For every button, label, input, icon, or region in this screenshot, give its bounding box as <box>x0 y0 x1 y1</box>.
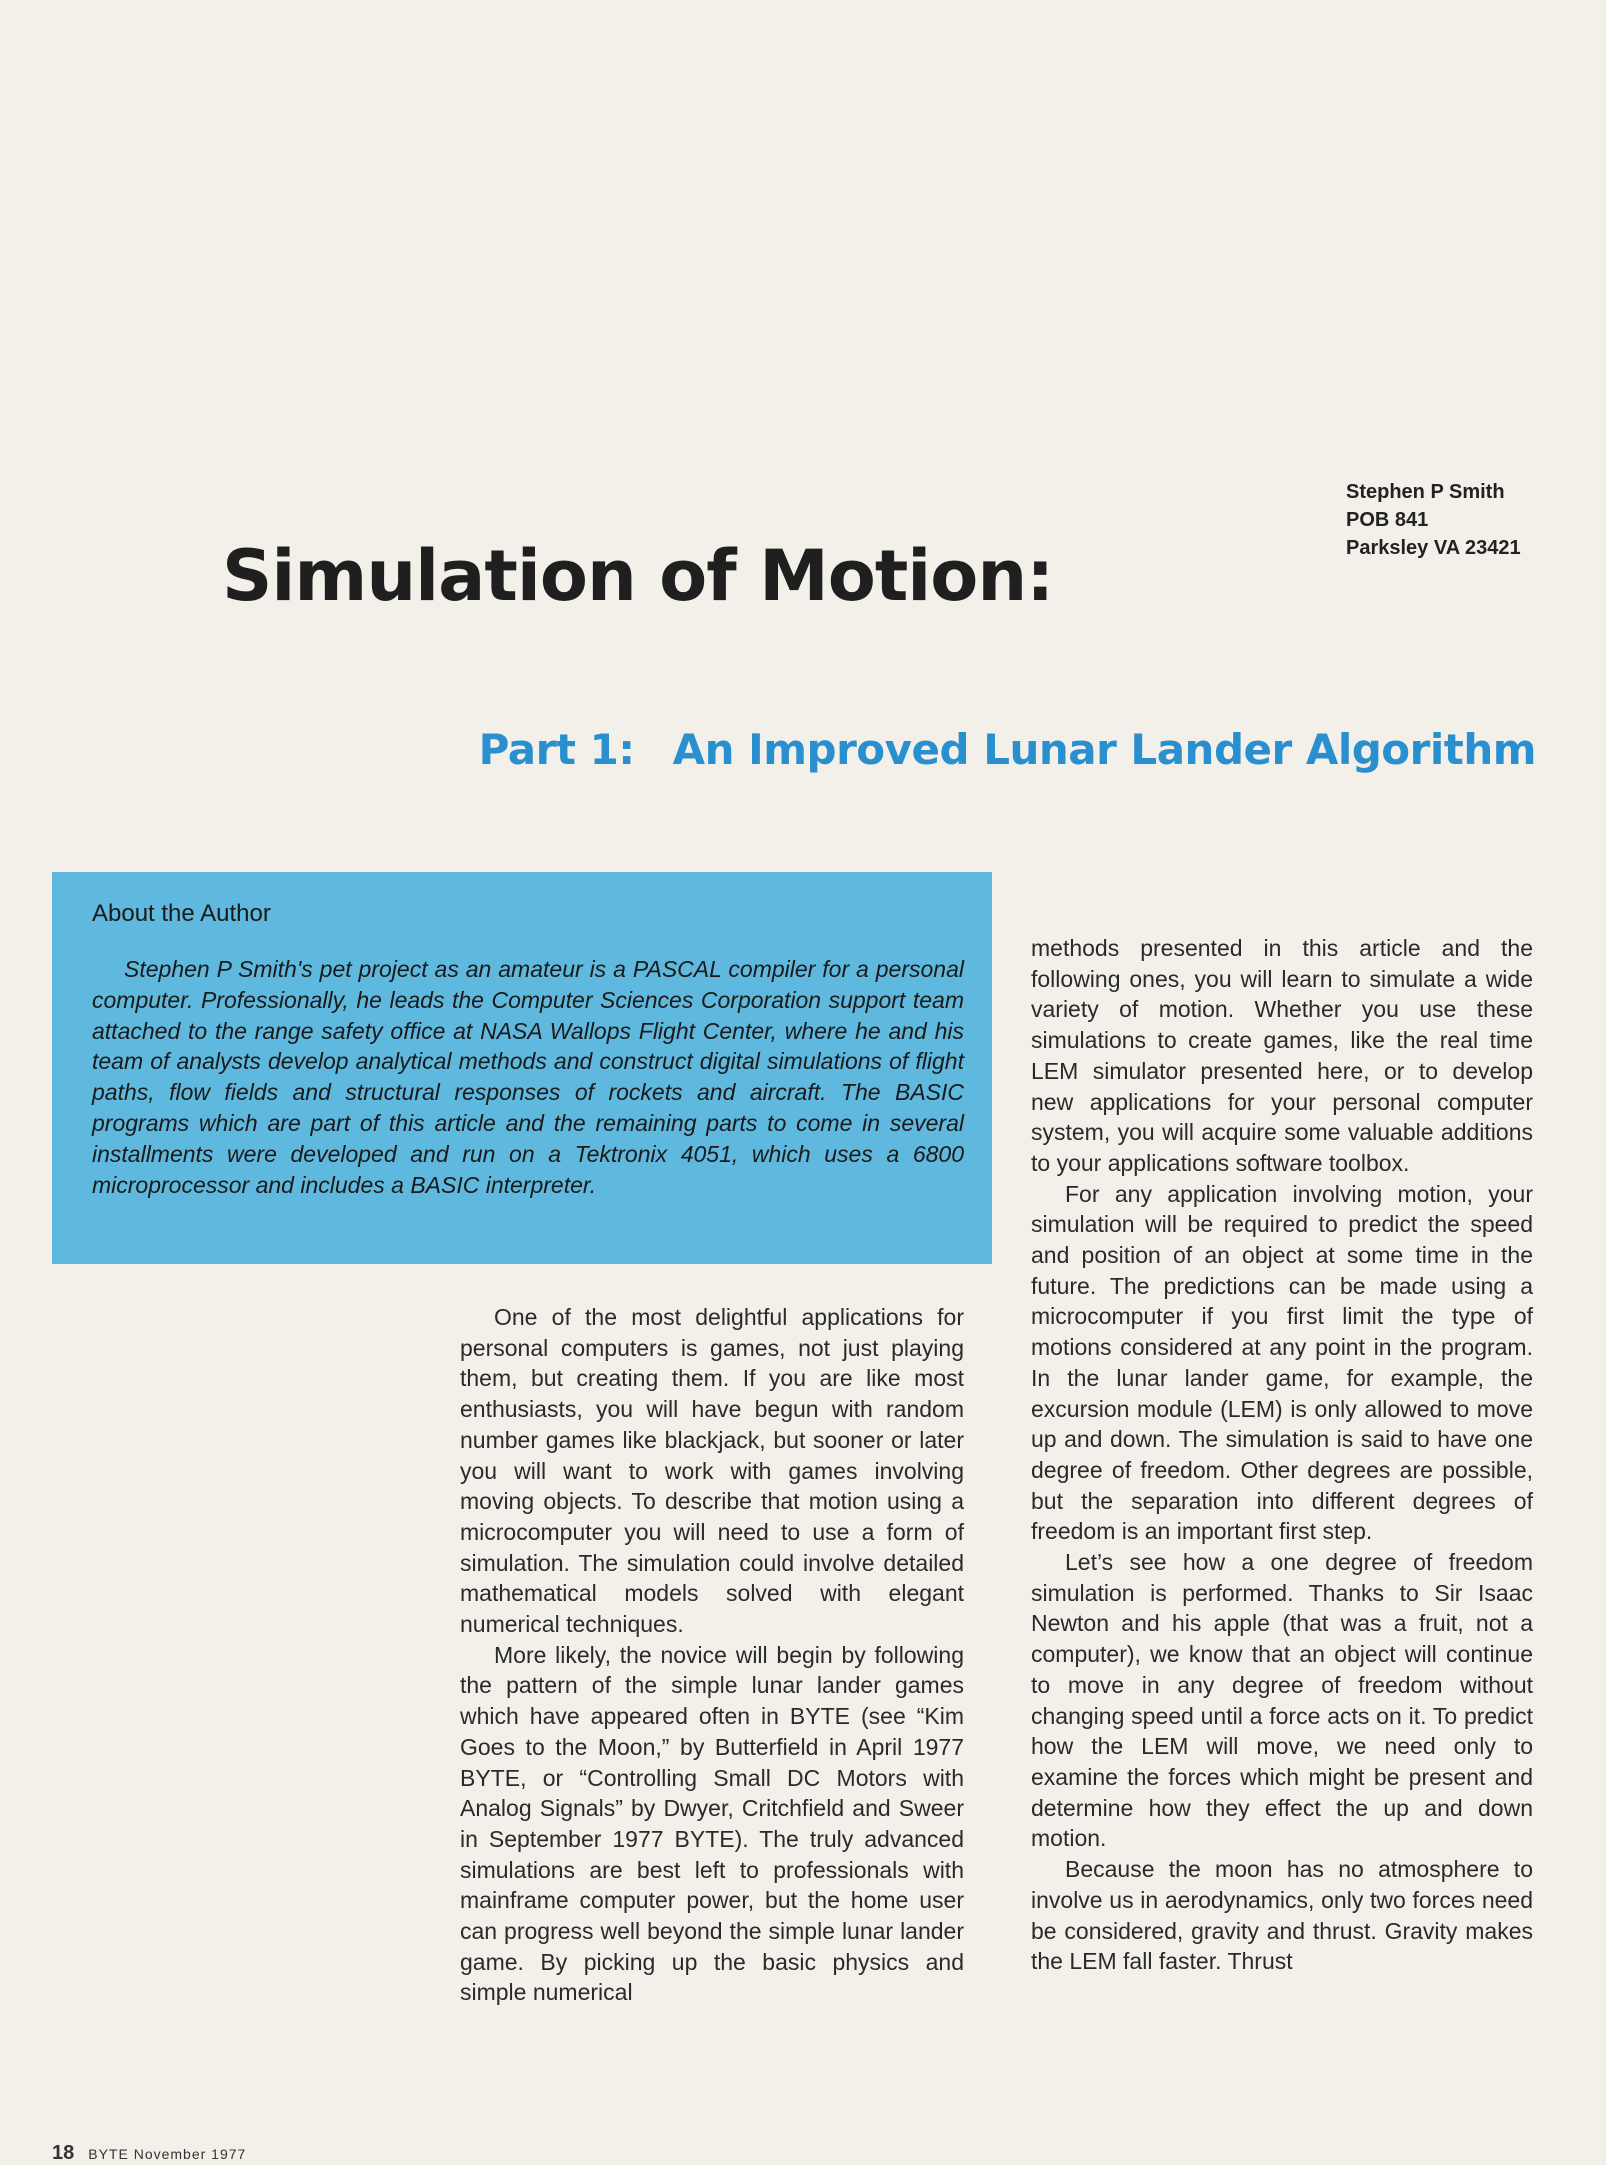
address-line-1: POB 841 <box>1346 509 1429 531</box>
address-line-2: Parksley VA 23421 <box>1346 537 1521 559</box>
paragraph: One of the most delightful applications for personal computers is games, not just playing them, but creating them. If you are like most enthusiasts, you will have begun with random number games like blackjack, but sooner or later you will want to work with games involving moving objects. To describe that motion using a microcomputer you will need to use a form of simulation. The simulation could involve detailed mathematical models solved with elegant numerical techniques. <box>460 1304 964 1638</box>
about-body: Stephen P Smith's pet project as an amateur is a PASCAL compiler for a personal computer. Professionally, he leads the Computer Sciences Corporation support team attached to the range safety office at NASA Wallops Flight Center, where he and his team of analysts develop analytical methods and construct digital simulations of flight paths, flow fields and structural responses of rockets and aircraft. The BASIC programs which are part of this article and the remaining parts to come in several installments were developed and run on a Tektronix 4051, which uses a 6800 microprocessor and includes a BASIC interpreter. <box>92 956 964 1198</box>
page-title: Simulation of Motion: <box>222 534 1054 617</box>
paragraph: More likely, the novice will begin by following the pattern of the simple lunar lander games which have appeared often in BYTE (see “Kim Goes to the Moon,” by Butterfield in April 1977 BYTE, or “Controlling Small DC Motors with Analog Signals” by Dwyer, Critchfield and Sweer in September 1977 BYTE). The truly advanced simulations are best left to professionals with mainframe computer power, but the home user can progress well beyond the simple lunar lander game. By picking up the basic physics and simple numerical <box>460 1641 964 2006</box>
author-address <box>1346 478 1521 562</box>
about-the-author-box <box>52 872 992 1264</box>
paragraph: For any application involving motion, your simulation will be required to predict the speed and position of an object at some time in the future. The predictions can be made using a microcomputer if you first limit the type of motions considered at any point in the program. In the lunar lander game, for example, the excursion module (LEM) is only allowed to move up and down. The simulation is said to have one degree of freedom. Other degrees are possible, but the separation into different degrees of freedom is an important first step. <box>1031 1180 1533 1545</box>
page-footer <box>52 2142 246 2165</box>
author-name: Stephen P Smith <box>1346 481 1505 503</box>
article-subtitle <box>479 725 1536 774</box>
subtitle-text: An Improved Lunar Lander Algorithm <box>672 724 1536 774</box>
body-column-right <box>1031 933 1533 1977</box>
about-heading: About the Author <box>92 900 271 927</box>
subtitle-part-label: Part 1: <box>478 724 635 774</box>
paragraph: Because the moon has no atmosphere to involve us in aerodynamics, only two forces need be considered, gravity and thrust. Gravity makes the LEM fall faster. Thrust <box>1031 1856 1533 1975</box>
page-number: 18 <box>52 2142 75 2164</box>
issue-label: BYTE November 1977 <box>88 2146 247 2162</box>
paragraph: methods presented in this article and the following ones, you will learn to simulate a wide variety of motion. Whether you use these simulations to create games, like the real time LEM simulator presented here, or to develop new applications for your personal computer system, you will acquire some valuable additions to your applications software toolbox. <box>1031 935 1533 1176</box>
body-column-middle <box>460 1302 964 2008</box>
paragraph: Let’s see how a one degree of freedom simulation is performed. Thanks to Sir Isaac Newton and his apple (that was a fruit, not a computer), we know that an object will continue to move in any degree of freedom without changing speed until a force acts on it. To predict how the LEM will move, we need only to examine the forces which might be present and determine how they effect the up and down motion. <box>1031 1549 1533 1852</box>
